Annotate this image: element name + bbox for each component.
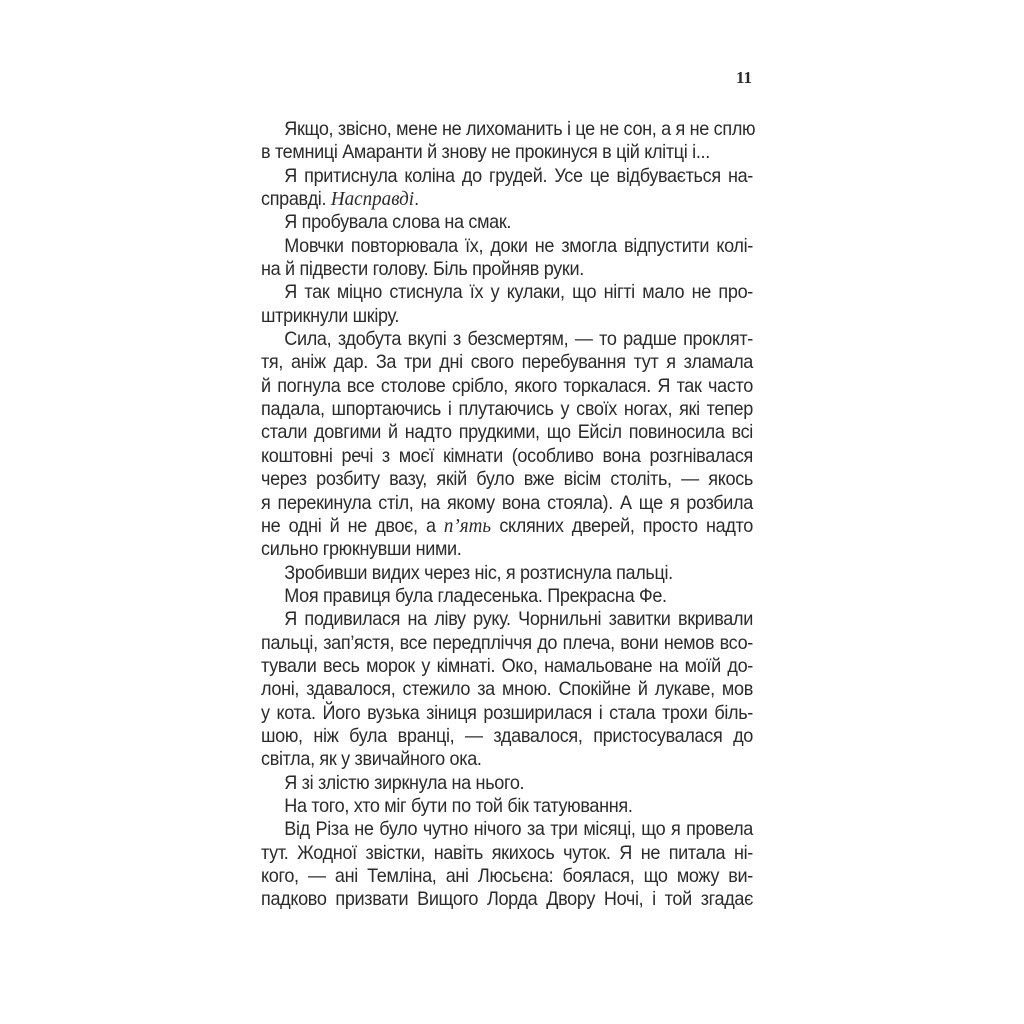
text-run: Я подивилася на ліву руку. Чорнильні завитки вкривали [284,608,753,631]
text-run: в темниці Амаранти й знову не прокинуся в цій клітці і... [261,141,710,164]
text-line [261,421,753,444]
paragraph-first-line [261,165,753,188]
text-line [261,375,753,398]
paragraph-first-line [261,328,753,351]
text-run: у кота. Його вузька зіниця розширилася і стала трохи біль- [261,701,753,724]
text-run: Від Різа не було чутно нічого за три місяці, що я провела [284,818,753,841]
text-run: стали довгими й надто прудкими, що Ейсіл повиносила всі [261,421,753,444]
text-run: На того, хто міг бути по той бік татуювання. [284,794,633,817]
text-line [261,468,753,491]
paragraph-first-line [261,118,756,141]
text-line [261,492,753,515]
paragraph-first-line [261,211,753,234]
body-text [261,118,756,912]
text-line [261,141,753,164]
text-line [261,351,753,374]
text-run: кого, — ані Темліна, ані Люсьєна: боялася, що можу ви- [261,865,753,887]
text-run: тували весь морок у кімнаті. Око, намальоване на моїй до- [261,654,753,677]
text-line [261,725,753,748]
text-run: Мовчки повторювала їх, доки не змогла відпустити колі- [284,234,753,257]
text-line [261,305,753,328]
text-line [261,655,753,678]
text-line [261,748,753,771]
text-line [261,515,753,538]
text-line [261,258,753,281]
text-run: Моя правиця була гладесенька. Прекрасна Фе. [284,584,667,607]
text-line [261,678,753,701]
italic-emphasis: п’ять [443,514,492,537]
text-line [261,865,753,888]
text-run: тя, аніж дар. За три дні свого перебування тут я зламала [261,351,753,374]
text-run: скляних дверей, просто надто [491,514,753,537]
text-line [261,445,753,468]
text-line [261,398,753,421]
text-line [261,632,753,655]
text-run: світла, як у звичайного ока. [261,748,482,771]
paragraph-first-line [261,585,753,608]
text-run: Я пробувала слова на смак. [284,211,512,234]
paragraph-first-line [261,235,753,258]
paragraph-first-line [261,795,753,818]
page-number: 11 [735,68,752,87]
italic-emphasis: Насправді [330,188,415,211]
text-run: й погнула все столове срібло, якого торкалася. Я так часто [261,374,753,397]
text-run: Якщо, звісно, мене не лихоманить і це не сон, а я не сплю [284,118,756,140]
text-run: коштовні речі з моєї кімнати (особливо вона розгнівалася [261,444,753,467]
text-run: падала, шпортаючись і плутаючись у своїх ногах, які тепер [261,398,753,421]
paragraph-first-line [261,608,753,631]
text-run: я перекинула стіл, на якому вона стояла). А ще я розбила [261,491,753,514]
text-run: не одні й не двоє, а [261,514,444,537]
text-run: шою, ніж була вранці, — здавалося, пристосувалася до [261,724,753,747]
text-line [261,702,753,725]
text-run: справді. [261,188,331,211]
text-line [261,538,753,561]
paragraph-first-line [261,562,753,585]
text-run: Зробивши видих через ніс, я розтиснула пальці. [284,561,673,584]
text-run: штрикнули шкіру. [261,304,400,327]
text-run: на й підвести голову. Біль пройняв руки. [261,258,584,281]
text-line [261,188,753,211]
text-run: лоні, здавалося, стежило за мною. Спокійне й лукаве, мов [261,678,753,701]
text-run: через розбиту вазу, якій було вже вісім століть, — якось [261,468,753,491]
paragraph-first-line [261,818,753,841]
text-run: Я зі злістю зиркнула на нього. [284,771,525,794]
text-run: Я притиснула коліна до грудей. Усе це відбувається на- [284,164,753,187]
paragraph-first-line [261,281,753,304]
text-run: Сила, здобута вкупі з безсмертям, — то радше проклят- [284,328,753,351]
paragraph-first-line [261,772,753,795]
text-line [261,842,753,865]
text-run: сильно грюкнувши ними. [261,538,462,561]
text-run: тут. Жодної звістки, навіть якихось чуток. Я не питала ні- [261,841,753,864]
text-run: пальці, зап’ястя, все передпліччя до плеча, вони немов всо- [261,631,753,654]
text-line [261,888,753,911]
text-run: . [414,188,419,211]
text-run: падково призвати Вищого Лорда Двору Ночі, і той згадає [261,888,753,911]
text-run: Я так міцно стиснула їх у кулаки, що нігті мало не про- [284,281,753,304]
